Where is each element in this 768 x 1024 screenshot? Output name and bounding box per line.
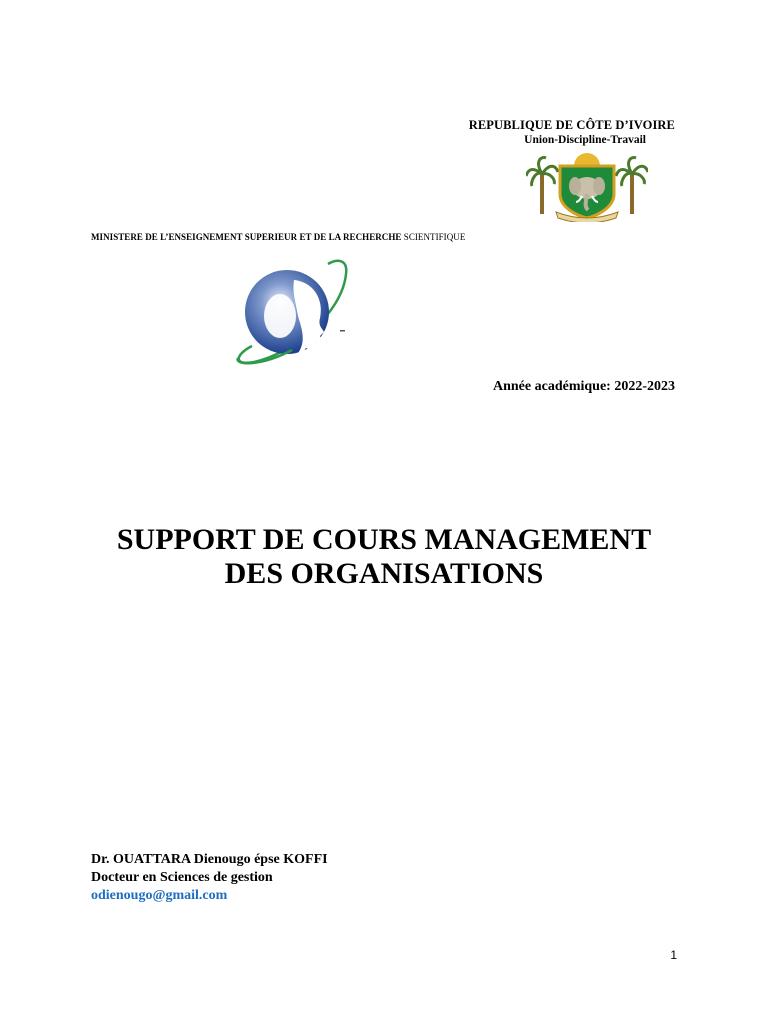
document-title [0, 523, 768, 591]
author-email-link[interactable]: odienougo@gmail.com [91, 888, 228, 903]
document-title-line-2: DES ORGANISATIONS [224, 557, 544, 590]
author-block [91, 851, 328, 905]
document-title-line-1: SUPPORT DE COURS MANAGEMENT [116, 523, 652, 556]
republic-name: REPUBLIQUE DE CÔTE D’IVOIRE [468, 118, 675, 132]
author-degree: Docteur en Sciences de gestion [91, 870, 273, 885]
academic-year: Année académique: 2022-2023 [493, 379, 675, 394]
author-name: Dr. OUATTARA Dienougo épse KOFFI [91, 852, 328, 867]
university-logo-icon [232, 254, 354, 368]
page-number: 1 [670, 948, 677, 962]
ministry-name [91, 232, 465, 242]
palm-tree-left-icon [526, 158, 558, 214]
ministry-name-last: SCIENTIFIQUE [403, 232, 466, 242]
national-motto: Union-Discipline-Travail [524, 134, 646, 146]
coat-of-arms-icon [526, 152, 648, 222]
palm-tree-right-icon [616, 158, 648, 214]
ministry-name-main: MINISTERE DE L’ENSEIGNEMENT SUPERIEUR ET DE LA RECHERCHE [91, 232, 402, 242]
